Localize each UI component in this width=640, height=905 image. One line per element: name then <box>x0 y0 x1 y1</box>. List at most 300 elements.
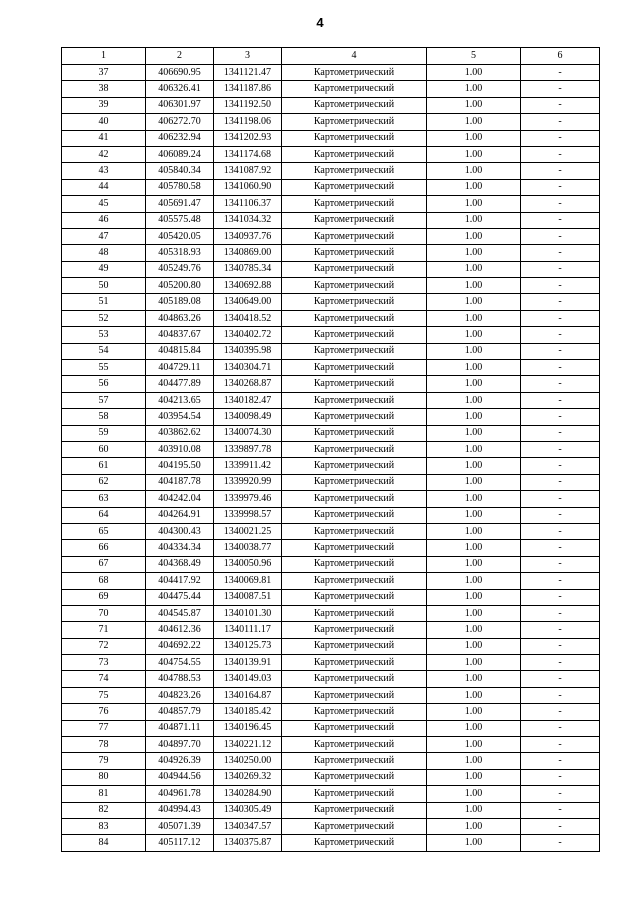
point-number-cell: 53 <box>62 327 146 343</box>
table-row <box>62 818 600 834</box>
header-cell-col-6: 6 <box>521 48 600 65</box>
note-cell: - <box>521 97 600 113</box>
method-cell: Картометрический <box>282 491 427 507</box>
note-cell: - <box>521 409 600 425</box>
method-cell: Картометрический <box>282 376 427 392</box>
table-row <box>62 737 600 753</box>
accuracy-cell: 1.00 <box>427 507 521 523</box>
x-coordinate-cell: 405189.08 <box>146 294 214 310</box>
accuracy-cell: 1.00 <box>427 474 521 490</box>
x-coordinate-cell: 404994.43 <box>146 802 214 818</box>
accuracy-cell: 1.00 <box>427 540 521 556</box>
method-cell: Картометрический <box>282 704 427 720</box>
note-cell: - <box>521 376 600 392</box>
y-coordinate-cell: 1341174.68 <box>214 146 282 162</box>
accuracy-cell: 1.00 <box>427 622 521 638</box>
method-cell: Картометрический <box>282 769 427 785</box>
method-cell: Картометрический <box>282 835 427 851</box>
table-row <box>62 507 600 523</box>
table-row <box>62 720 600 736</box>
x-coordinate-cell: 404815.84 <box>146 343 214 359</box>
table-row <box>62 179 600 195</box>
point-number-cell: 60 <box>62 441 146 457</box>
x-coordinate-cell: 404264.91 <box>146 507 214 523</box>
y-coordinate-cell: 1340050.96 <box>214 556 282 572</box>
accuracy-cell: 1.00 <box>427 196 521 212</box>
note-cell: - <box>521 556 600 572</box>
y-coordinate-cell: 1340185.42 <box>214 704 282 720</box>
accuracy-cell: 1.00 <box>427 491 521 507</box>
point-number-cell: 56 <box>62 376 146 392</box>
table-row <box>62 786 600 802</box>
method-cell: Картометрический <box>282 327 427 343</box>
note-cell: - <box>521 638 600 654</box>
note-cell: - <box>521 818 600 834</box>
table-row <box>62 327 600 343</box>
x-coordinate-cell: 405575.48 <box>146 212 214 228</box>
table-row <box>62 704 600 720</box>
method-cell: Картометрический <box>282 523 427 539</box>
x-coordinate-cell: 404692.22 <box>146 638 214 654</box>
header-cell-col-4: 4 <box>282 48 427 65</box>
page-number: 4 <box>316 15 324 30</box>
x-coordinate-cell: 406690.95 <box>146 65 214 81</box>
y-coordinate-cell: 1340101.30 <box>214 605 282 621</box>
accuracy-cell: 1.00 <box>427 245 521 261</box>
accuracy-cell: 1.00 <box>427 409 521 425</box>
point-number-cell: 67 <box>62 556 146 572</box>
accuracy-cell: 1.00 <box>427 376 521 392</box>
note-cell: - <box>521 458 600 474</box>
note-cell: - <box>521 179 600 195</box>
note-cell: - <box>521 474 600 490</box>
method-cell: Картометрический <box>282 720 427 736</box>
y-coordinate-cell: 1340937.76 <box>214 228 282 244</box>
method-cell: Картометрический <box>282 212 427 228</box>
table-row <box>62 655 600 671</box>
point-number-cell: 39 <box>62 97 146 113</box>
note-cell: - <box>521 196 600 212</box>
point-number-cell: 54 <box>62 343 146 359</box>
x-coordinate-cell: 406301.97 <box>146 97 214 113</box>
note-cell: - <box>521 294 600 310</box>
accuracy-cell: 1.00 <box>427 97 521 113</box>
x-coordinate-cell: 405117.12 <box>146 835 214 851</box>
method-cell: Картометрический <box>282 163 427 179</box>
table-row <box>62 441 600 457</box>
method-cell: Картометрический <box>282 425 427 441</box>
accuracy-cell: 1.00 <box>427 261 521 277</box>
x-coordinate-cell: 404823.26 <box>146 687 214 703</box>
table-row <box>62 474 600 490</box>
note-cell: - <box>521 327 600 343</box>
y-coordinate-cell: 1341187.86 <box>214 81 282 97</box>
y-coordinate-cell: 1340074.30 <box>214 425 282 441</box>
y-coordinate-cell: 1340196.45 <box>214 720 282 736</box>
x-coordinate-cell: 404961.78 <box>146 786 214 802</box>
method-cell: Картометрический <box>282 556 427 572</box>
table-row <box>62 835 600 851</box>
accuracy-cell: 1.00 <box>427 753 521 769</box>
method-cell: Картометрический <box>282 655 427 671</box>
method-cell: Картометрический <box>282 802 427 818</box>
method-cell: Картометрический <box>282 278 427 294</box>
y-coordinate-cell: 1340395.98 <box>214 343 282 359</box>
table-row <box>62 458 600 474</box>
x-coordinate-cell: 405071.39 <box>146 818 214 834</box>
x-coordinate-cell: 404475.44 <box>146 589 214 605</box>
method-cell: Картометрический <box>282 540 427 556</box>
point-number-cell: 68 <box>62 573 146 589</box>
method-cell: Картометрический <box>282 458 427 474</box>
point-number-cell: 82 <box>62 802 146 818</box>
point-number-cell: 55 <box>62 360 146 376</box>
accuracy-cell: 1.00 <box>427 605 521 621</box>
table-row <box>62 81 600 97</box>
table-row <box>62 196 600 212</box>
note-cell: - <box>521 671 600 687</box>
x-coordinate-cell: 405780.58 <box>146 179 214 195</box>
point-number-cell: 51 <box>62 294 146 310</box>
note-cell: - <box>521 114 600 130</box>
method-cell: Картометрический <box>282 360 427 376</box>
note-cell: - <box>521 278 600 294</box>
table-row <box>62 769 600 785</box>
table-row <box>62 278 600 294</box>
accuracy-cell: 1.00 <box>427 556 521 572</box>
accuracy-cell: 1.00 <box>427 818 521 834</box>
point-number-cell: 73 <box>62 655 146 671</box>
note-cell: - <box>521 835 600 851</box>
point-number-cell: 69 <box>62 589 146 605</box>
y-coordinate-cell: 1340692.88 <box>214 278 282 294</box>
table-row <box>62 294 600 310</box>
point-number-cell: 42 <box>62 146 146 162</box>
x-coordinate-cell: 405318.93 <box>146 245 214 261</box>
table-row <box>62 622 600 638</box>
accuracy-cell: 1.00 <box>427 786 521 802</box>
table-row <box>62 130 600 146</box>
x-coordinate-cell: 404944.56 <box>146 769 214 785</box>
y-coordinate-cell: 1341121.47 <box>214 65 282 81</box>
method-cell: Картометрический <box>282 573 427 589</box>
accuracy-cell: 1.00 <box>427 589 521 605</box>
y-coordinate-cell: 1340347.57 <box>214 818 282 834</box>
y-coordinate-cell: 1341106.37 <box>214 196 282 212</box>
y-coordinate-cell: 1340021.25 <box>214 523 282 539</box>
y-coordinate-cell: 1341192.50 <box>214 97 282 113</box>
point-number-cell: 57 <box>62 392 146 408</box>
y-coordinate-cell: 1340038.77 <box>214 540 282 556</box>
y-coordinate-cell: 1340164.87 <box>214 687 282 703</box>
accuracy-cell: 1.00 <box>427 802 521 818</box>
x-coordinate-cell: 406089.24 <box>146 146 214 162</box>
accuracy-cell: 1.00 <box>427 179 521 195</box>
point-number-cell: 50 <box>62 278 146 294</box>
point-number-cell: 37 <box>62 65 146 81</box>
y-coordinate-cell: 1340250.00 <box>214 753 282 769</box>
x-coordinate-cell: 404417.92 <box>146 573 214 589</box>
note-cell: - <box>521 392 600 408</box>
table-row <box>62 245 600 261</box>
method-cell: Картометрический <box>282 146 427 162</box>
method-cell: Картометрический <box>282 474 427 490</box>
y-coordinate-cell: 1339911.42 <box>214 458 282 474</box>
note-cell: - <box>521 130 600 146</box>
note-cell: - <box>521 261 600 277</box>
y-coordinate-cell: 1340111.17 <box>214 622 282 638</box>
y-coordinate-cell: 1340284.90 <box>214 786 282 802</box>
table-row <box>62 212 600 228</box>
table-row <box>62 540 600 556</box>
coordinates-table <box>61 47 600 852</box>
x-coordinate-cell: 404300.43 <box>146 523 214 539</box>
note-cell: - <box>521 540 600 556</box>
accuracy-cell: 1.00 <box>427 720 521 736</box>
point-number-cell: 38 <box>62 81 146 97</box>
note-cell: - <box>521 81 600 97</box>
x-coordinate-cell: 404754.55 <box>146 655 214 671</box>
point-number-cell: 80 <box>62 769 146 785</box>
x-coordinate-cell: 403954.54 <box>146 409 214 425</box>
method-cell: Картометрический <box>282 737 427 753</box>
x-coordinate-cell: 404788.53 <box>146 671 214 687</box>
note-cell: - <box>521 310 600 326</box>
point-number-cell: 61 <box>62 458 146 474</box>
table-row <box>62 409 600 425</box>
x-coordinate-cell: 404863.26 <box>146 310 214 326</box>
x-coordinate-cell: 404897.70 <box>146 737 214 753</box>
y-coordinate-cell: 1341034.32 <box>214 212 282 228</box>
x-coordinate-cell: 405200.80 <box>146 278 214 294</box>
point-number-cell: 52 <box>62 310 146 326</box>
table-row <box>62 605 600 621</box>
method-cell: Картометрический <box>282 261 427 277</box>
y-coordinate-cell: 1340402.72 <box>214 327 282 343</box>
accuracy-cell: 1.00 <box>427 81 521 97</box>
table-row <box>62 556 600 572</box>
note-cell: - <box>521 425 600 441</box>
note-cell: - <box>521 589 600 605</box>
header-cell-col-5: 5 <box>427 48 521 65</box>
point-number-cell: 63 <box>62 491 146 507</box>
note-cell: - <box>521 523 600 539</box>
point-number-cell: 40 <box>62 114 146 130</box>
x-coordinate-cell: 405840.34 <box>146 163 214 179</box>
x-coordinate-cell: 406232.94 <box>146 130 214 146</box>
method-cell: Картометрический <box>282 392 427 408</box>
note-cell: - <box>521 573 600 589</box>
method-cell: Картометрический <box>282 196 427 212</box>
method-cell: Картометрический <box>282 441 427 457</box>
accuracy-cell: 1.00 <box>427 114 521 130</box>
x-coordinate-cell: 403862.62 <box>146 425 214 441</box>
method-cell: Картометрический <box>282 179 427 195</box>
accuracy-cell: 1.00 <box>427 671 521 687</box>
x-coordinate-cell: 404334.34 <box>146 540 214 556</box>
table-row <box>62 523 600 539</box>
method-cell: Картометрический <box>282 687 427 703</box>
x-coordinate-cell: 404857.79 <box>146 704 214 720</box>
method-cell: Картометрический <box>282 786 427 802</box>
accuracy-cell: 1.00 <box>427 294 521 310</box>
table-row <box>62 228 600 244</box>
table-row <box>62 146 600 162</box>
note-cell: - <box>521 228 600 244</box>
note-cell: - <box>521 245 600 261</box>
y-coordinate-cell: 1340098.49 <box>214 409 282 425</box>
method-cell: Картометрический <box>282 310 427 326</box>
y-coordinate-cell: 1340182.47 <box>214 392 282 408</box>
accuracy-cell: 1.00 <box>427 212 521 228</box>
point-number-cell: 46 <box>62 212 146 228</box>
accuracy-cell: 1.00 <box>427 769 521 785</box>
table-row <box>62 65 600 81</box>
y-coordinate-cell: 1341202.93 <box>214 130 282 146</box>
method-cell: Картометрический <box>282 753 427 769</box>
header-cell-col-2: 2 <box>146 48 214 65</box>
method-cell: Картометрический <box>282 638 427 654</box>
note-cell: - <box>521 343 600 359</box>
accuracy-cell: 1.00 <box>427 228 521 244</box>
y-coordinate-cell: 1340304.71 <box>214 360 282 376</box>
method-cell: Картометрический <box>282 97 427 113</box>
y-coordinate-cell: 1339920.99 <box>214 474 282 490</box>
table-row <box>62 687 600 703</box>
note-cell: - <box>521 163 600 179</box>
point-number-cell: 70 <box>62 605 146 621</box>
x-coordinate-cell: 404871.11 <box>146 720 214 736</box>
point-number-cell: 79 <box>62 753 146 769</box>
y-coordinate-cell: 1340305.49 <box>214 802 282 818</box>
table-row <box>62 114 600 130</box>
x-coordinate-cell: 404187.78 <box>146 474 214 490</box>
point-number-cell: 72 <box>62 638 146 654</box>
y-coordinate-cell: 1341198.06 <box>214 114 282 130</box>
point-number-cell: 47 <box>62 228 146 244</box>
accuracy-cell: 1.00 <box>427 737 521 753</box>
table-row <box>62 753 600 769</box>
y-coordinate-cell: 1340149.03 <box>214 671 282 687</box>
point-number-cell: 66 <box>62 540 146 556</box>
point-number-cell: 74 <box>62 671 146 687</box>
accuracy-cell: 1.00 <box>427 392 521 408</box>
point-number-cell: 45 <box>62 196 146 212</box>
point-number-cell: 62 <box>62 474 146 490</box>
table-row <box>62 376 600 392</box>
accuracy-cell: 1.00 <box>427 360 521 376</box>
note-cell: - <box>521 212 600 228</box>
x-coordinate-cell: 404195.50 <box>146 458 214 474</box>
x-coordinate-cell: 404729.11 <box>146 360 214 376</box>
method-cell: Картометрический <box>282 130 427 146</box>
table-row <box>62 425 600 441</box>
method-cell: Картометрический <box>282 294 427 310</box>
point-number-cell: 71 <box>62 622 146 638</box>
x-coordinate-cell: 403910.08 <box>146 441 214 457</box>
note-cell: - <box>521 769 600 785</box>
accuracy-cell: 1.00 <box>427 310 521 326</box>
note-cell: - <box>521 720 600 736</box>
note-cell: - <box>521 441 600 457</box>
y-coordinate-cell: 1340418.52 <box>214 310 282 326</box>
header-cell-col-1: 1 <box>62 48 146 65</box>
accuracy-cell: 1.00 <box>427 425 521 441</box>
y-coordinate-cell: 1340125.73 <box>214 638 282 654</box>
table-header <box>62 48 600 65</box>
point-number-cell: 64 <box>62 507 146 523</box>
note-cell: - <box>521 491 600 507</box>
table-row <box>62 163 600 179</box>
method-cell: Картометрический <box>282 507 427 523</box>
accuracy-cell: 1.00 <box>427 655 521 671</box>
x-coordinate-cell: 404213.65 <box>146 392 214 408</box>
point-number-cell: 48 <box>62 245 146 261</box>
header-row <box>62 48 600 65</box>
x-coordinate-cell: 404837.67 <box>146 327 214 343</box>
method-cell: Картометрический <box>282 65 427 81</box>
note-cell: - <box>521 507 600 523</box>
y-coordinate-cell: 1339897.78 <box>214 441 282 457</box>
method-cell: Картометрический <box>282 589 427 605</box>
accuracy-cell: 1.00 <box>427 65 521 81</box>
y-coordinate-cell: 1340785.34 <box>214 261 282 277</box>
x-coordinate-cell: 404477.89 <box>146 376 214 392</box>
x-coordinate-cell: 404926.39 <box>146 753 214 769</box>
accuracy-cell: 1.00 <box>427 441 521 457</box>
method-cell: Картометрический <box>282 671 427 687</box>
point-number-cell: 41 <box>62 130 146 146</box>
accuracy-cell: 1.00 <box>427 278 521 294</box>
accuracy-cell: 1.00 <box>427 687 521 703</box>
method-cell: Картометрический <box>282 245 427 261</box>
point-number-cell: 84 <box>62 835 146 851</box>
y-coordinate-cell: 1340087.51 <box>214 589 282 605</box>
y-coordinate-cell: 1340869.00 <box>214 245 282 261</box>
x-coordinate-cell: 404612.36 <box>146 622 214 638</box>
point-number-cell: 81 <box>62 786 146 802</box>
y-coordinate-cell: 1341087.92 <box>214 163 282 179</box>
accuracy-cell: 1.00 <box>427 704 521 720</box>
accuracy-cell: 1.00 <box>427 458 521 474</box>
point-number-cell: 43 <box>62 163 146 179</box>
point-number-cell: 76 <box>62 704 146 720</box>
x-coordinate-cell: 405249.76 <box>146 261 214 277</box>
y-coordinate-cell: 1340269.32 <box>214 769 282 785</box>
table-row <box>62 261 600 277</box>
y-coordinate-cell: 1339979.46 <box>214 491 282 507</box>
y-coordinate-cell: 1340268.87 <box>214 376 282 392</box>
method-cell: Картометрический <box>282 114 427 130</box>
point-number-cell: 59 <box>62 425 146 441</box>
method-cell: Картометрический <box>282 81 427 97</box>
note-cell: - <box>521 655 600 671</box>
point-number-cell: 65 <box>62 523 146 539</box>
note-cell: - <box>521 605 600 621</box>
note-cell: - <box>521 146 600 162</box>
point-number-cell: 49 <box>62 261 146 277</box>
x-coordinate-cell: 406326.41 <box>146 81 214 97</box>
y-coordinate-cell: 1340221.12 <box>214 737 282 753</box>
point-number-cell: 77 <box>62 720 146 736</box>
point-number-cell: 78 <box>62 737 146 753</box>
table-row <box>62 97 600 113</box>
accuracy-cell: 1.00 <box>427 523 521 539</box>
y-coordinate-cell: 1340375.87 <box>214 835 282 851</box>
table-body <box>62 65 600 852</box>
point-number-cell: 58 <box>62 409 146 425</box>
x-coordinate-cell: 404368.49 <box>146 556 214 572</box>
